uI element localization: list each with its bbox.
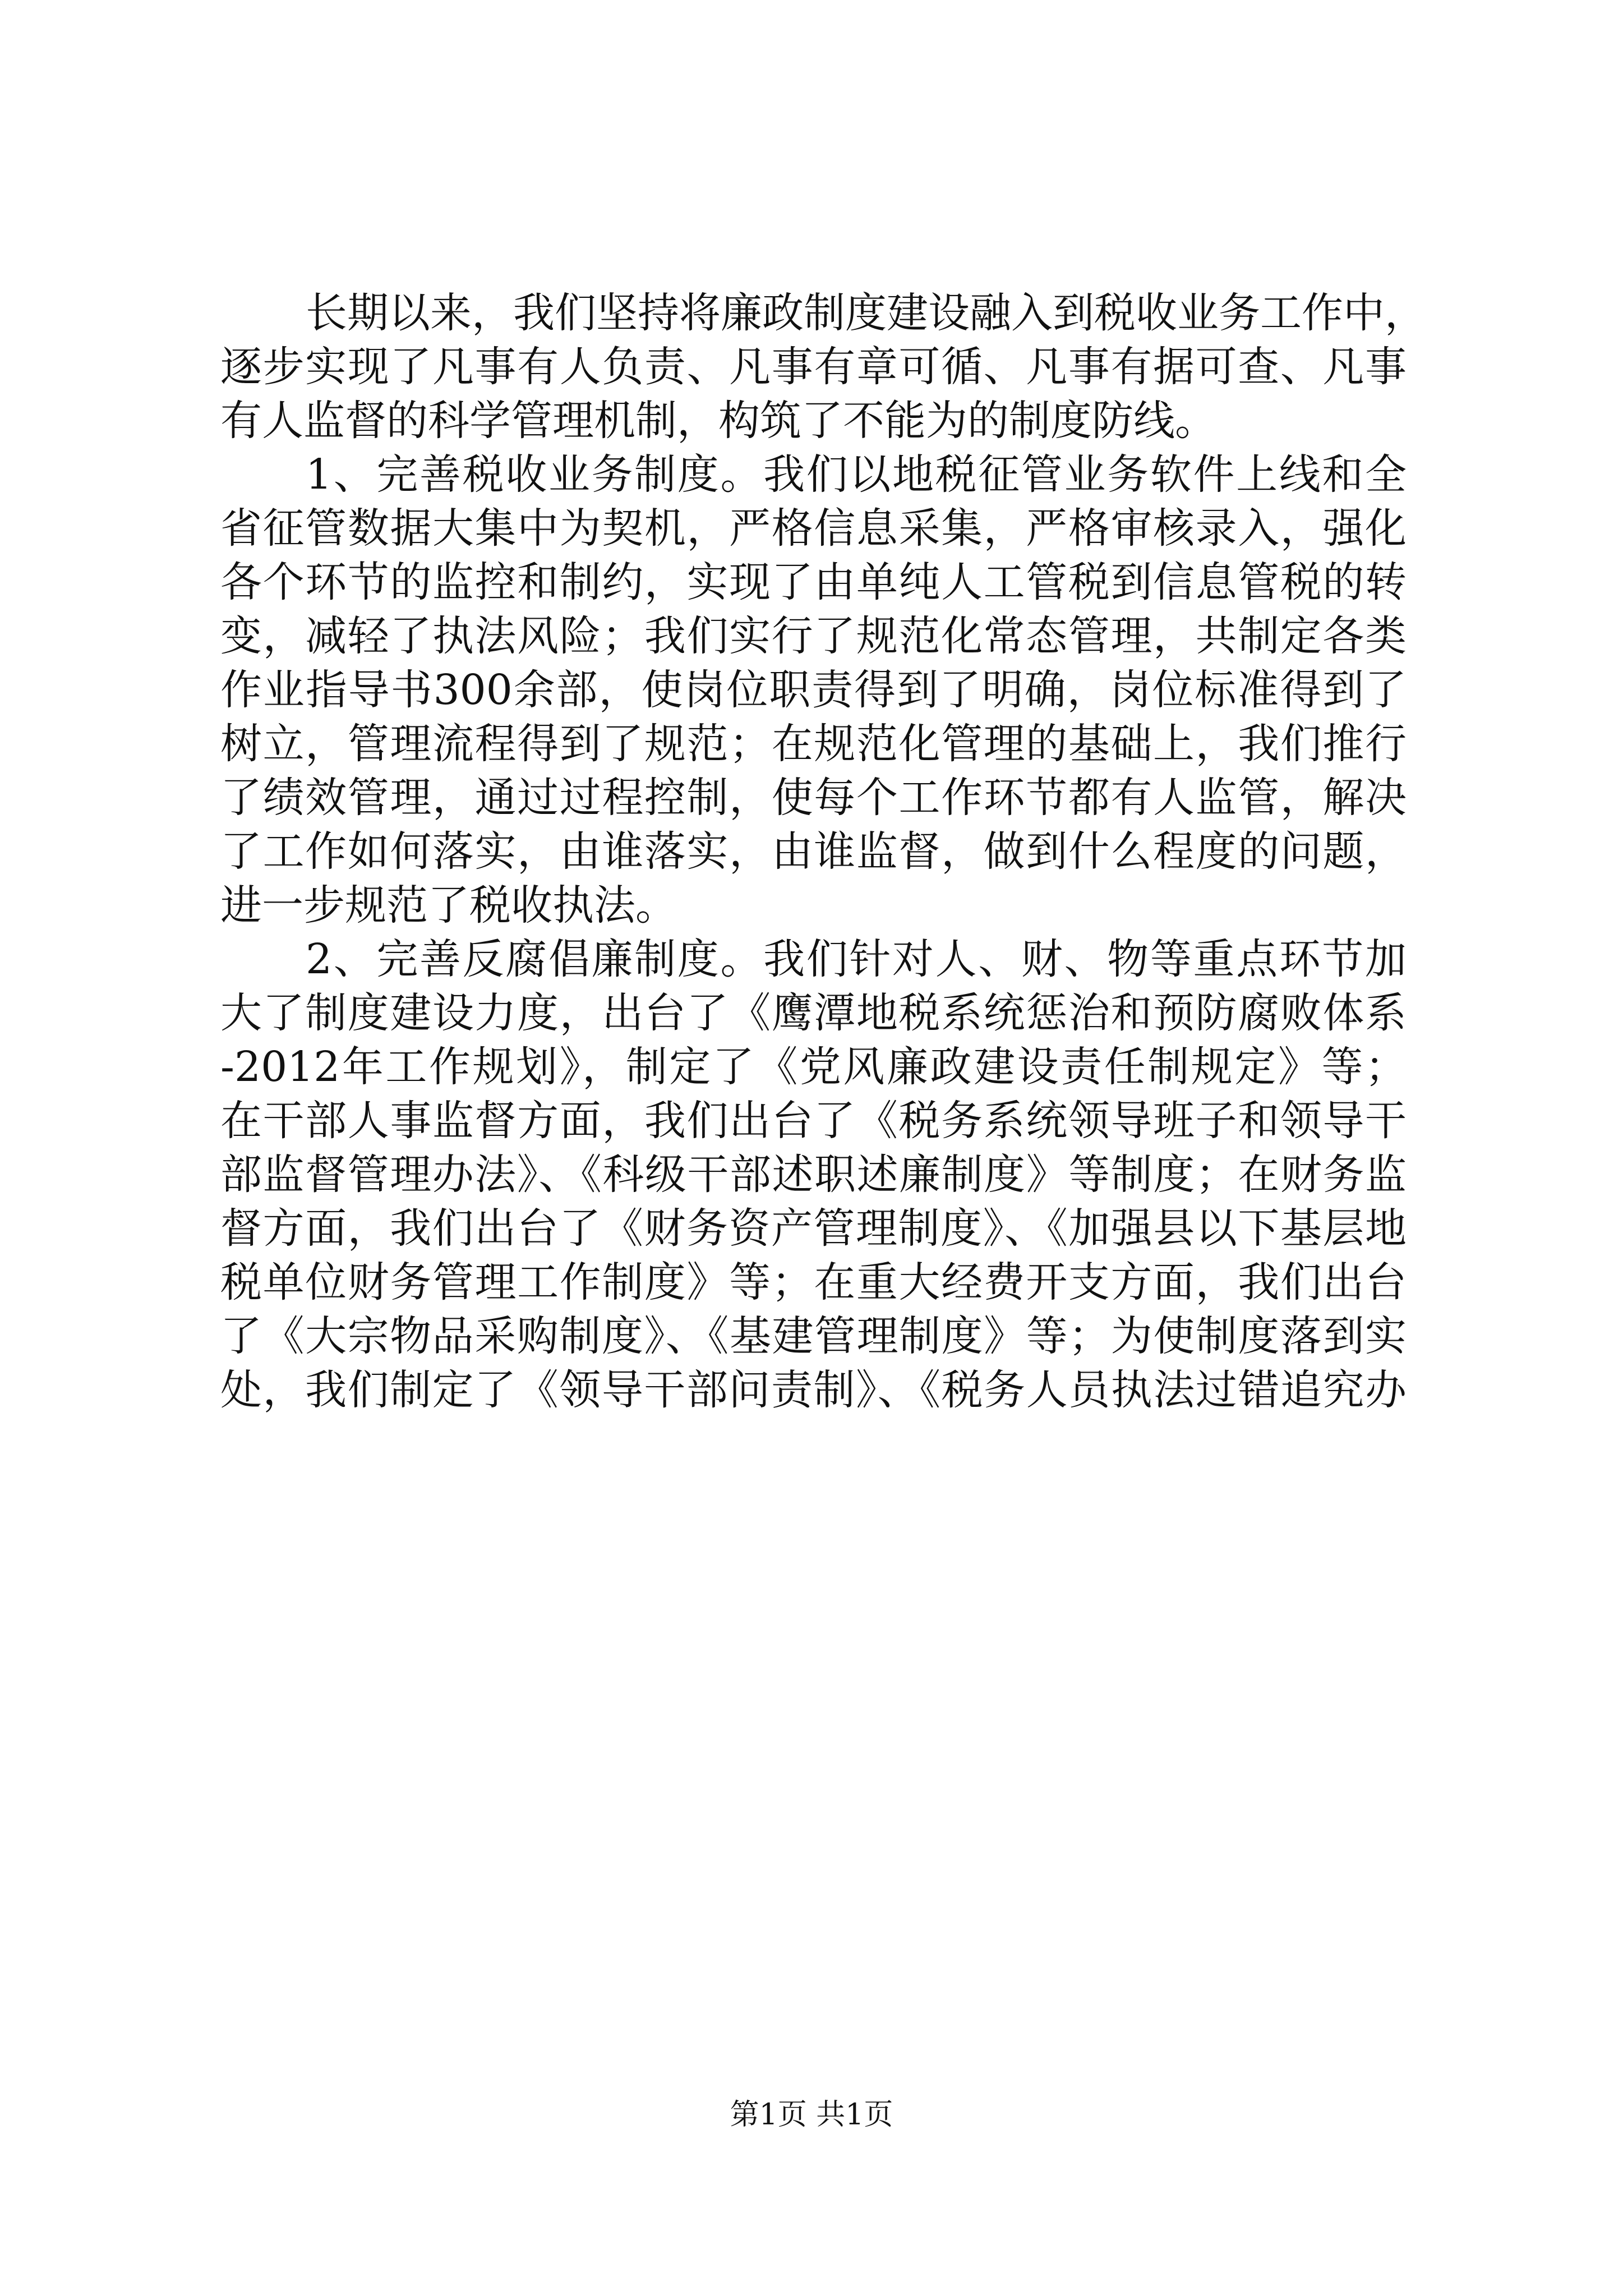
text-line: 树立，管理流程得到了规范；在规范化管理的基础上，我们推行: [220, 720, 1407, 768]
text-line: 督方面，我们出台了《财务资产管理制度》、《加强县以下基层地: [220, 1204, 1407, 1253]
text-line: 有人监督的科学管理机制，构筑了不能为的制度防线。: [220, 397, 1216, 445]
text-line: 作业指导书300余部，使岗位职责得到了明确，岗位标准得到了: [220, 666, 1407, 714]
text-line: 省征管数据大集中为契机，严格信息采集，严格审核录入，强化: [220, 504, 1407, 553]
text-line: 2、完善反腐倡廉制度。我们针对人、财、物等重点环节加: [306, 935, 1407, 983]
page-number-footer: 第1页 共1页: [730, 2098, 893, 2132]
text-line: 在干部人事监督方面，我们出台了《税务系统领导班子和领导干: [220, 1097, 1407, 1145]
text-line: 1、完善税收业务制度。我们以地税征管业务软件上线和全: [306, 450, 1407, 499]
text-line: 大了制度建设力度，出台了《鹰潭地税系统惩治和预防腐败体系: [220, 989, 1407, 1037]
paragraph-anti-corruption-system: [220, 932, 1407, 1417]
text-line: 了绩效管理，通过过程控制，使每个工作环节都有人监管，解决: [220, 774, 1407, 822]
text-line: 税单位财务管理工作制度》等；在重大经费开支方面，我们出台: [220, 1258, 1407, 1306]
paragraph-intro: [220, 286, 1426, 448]
document-body: [220, 286, 1426, 1417]
text-line: -2012年工作规划》，制定了《党风廉政建设责任制规定》等；: [220, 1043, 1407, 1091]
text-line: 各个环节的监控和制约，实现了由单纯人工管税到信息管税的转: [220, 558, 1407, 606]
text-line: 逐步实现了凡事有人负责、凡事有章可循、凡事有据可查、凡事: [220, 343, 1407, 391]
text-line: 了工作如何落实，由谁落实，由谁监督，做到什么程度的问题，: [220, 827, 1407, 876]
text-line: 了《大宗物品采购制度》、《基建管理制度》等；为使制度落到实: [220, 1312, 1407, 1360]
text-line: 变，减轻了执法风险；我们实行了规范化常态管理，共制定各类: [220, 612, 1407, 660]
paragraph-tax-business-system: [220, 448, 1407, 932]
text-line: 部监督管理办法》、《科级干部述职述廉制度》等制度；在财务监: [220, 1151, 1407, 1199]
text-line: 长期以来，我们坚持将廉政制度建设融入到税收业务工作中，: [306, 289, 1426, 337]
text-line: 处，我们制定了《领导干部问责制》、《税务人员执法过错追究办: [220, 1366, 1407, 1414]
text-line: 进一步规范了税收执法。: [220, 881, 677, 930]
